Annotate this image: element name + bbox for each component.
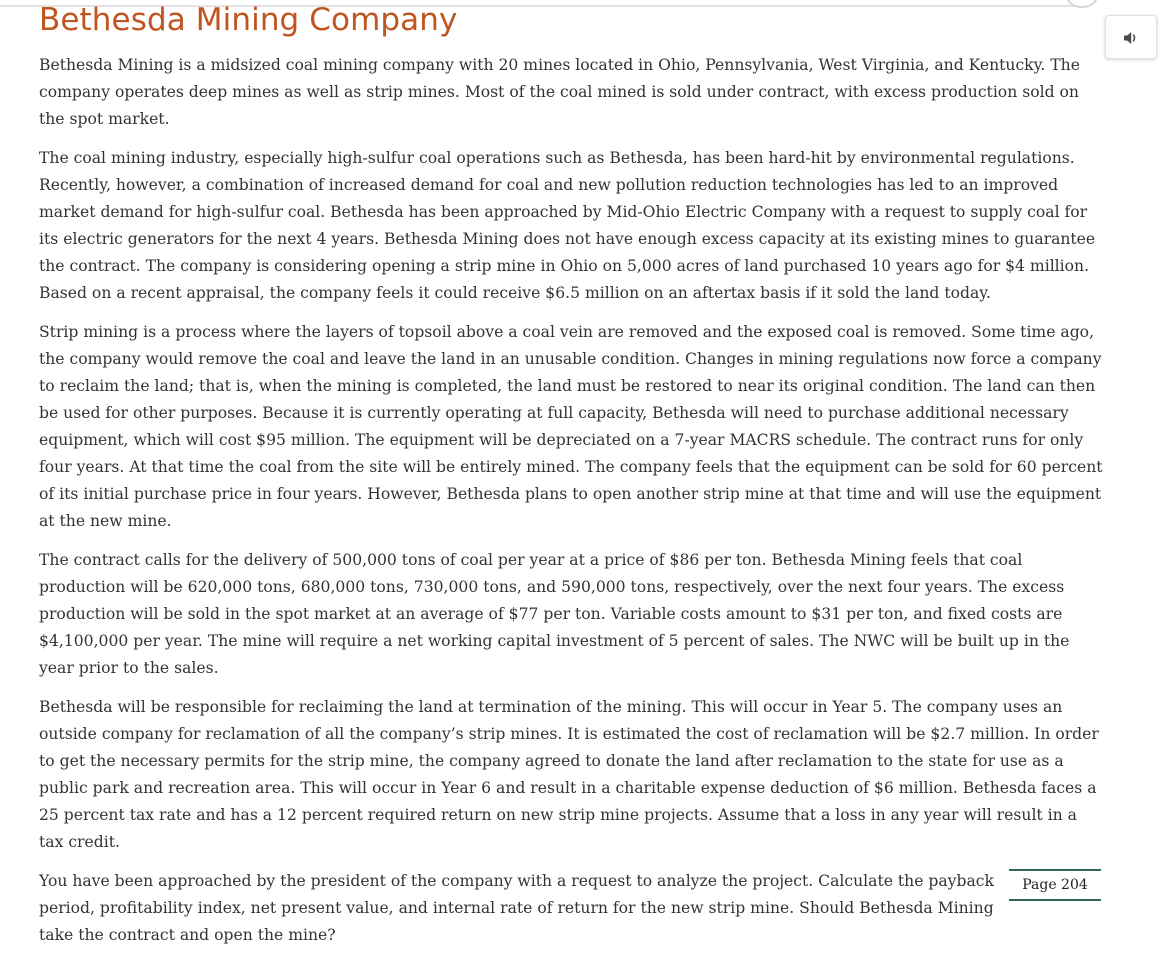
paragraph-industry: The coal mining industry, especially high-sulfur coal operations such as Bethesda, has been hard-hit by environmental regulations. Recently, however, a combination of increased demand for coal and new pollution reduction technologies has led to an improved market demand for high-sulfur coal. Bethesda has been approached by Mid-Ohio Electric Company with a request to supply coal for its electric generators for the next 4 years. Bethesda Mining does not have enough excess capacity at its existing mines to guarantee the contract. The company is considering opening a strip mine in Ohio on 5,000 acres of land purchased 10 years ago for $4 million. Based on a recent appraisal, the company feels it could receive $6.5 million on an aftertax basis if it sold the land today.: [39, 149, 1096, 302]
case-title: Bethesda Mining Company: [39, 2, 458, 38]
paragraph-contract: The contract calls for the delivery of 500,000 tons of coal per year at a price of $86 per ton. Bethesda Mining feels that coal production will be 620,000 tons, 680,000 tons, 730,000 tons, and 590,000 tons, respectively, over the next four years. The excess production will be sold in the spot market at an average of $77 per ton. Variable costs amount to $31 per ton, and fixed costs are $4,100,000 per year. The mine will require a net working capital investment of 5 percent of sales. The NWC will be built up in the year prior to the sales.: [39, 551, 1070, 677]
paragraph-intro: Bethesda Mining is a midsized coal mining company with 20 mines located in Ohio, Pennsylvania, West Virginia, and Kentucky. The company operates deep mines as well as strip mines. Most of the coal mined is sold under contract, with excess production sold on the spot market.: [39, 56, 1080, 128]
read-aloud-button[interactable]: [1105, 15, 1157, 59]
paragraph-assignment: You have been approached by the president of the company with a request to analyze the project. Calculate the payback period, profitability index, net present value, and internal rate of return for the new strip mine. Should Bethesda Mining take the contract and open the mine?: [39, 872, 994, 944]
paragraph-strip-mining: Strip mining is a process where the layers of topsoil above a coal vein are removed and the exposed coal is removed. Some time ago, the company would remove the coal and leave the land in an unusable condition. Changes in mining regulations now force a company to reclaim the land; that is, when the mining is completed, the land must be restored to near its original condition. The land can then be used for other purposes. Because it is currently operating at full capacity, Bethesda will need to purchase additional necessary equipment, which will cost $95 million. The equipment will be depreciated on a 7-year MACRS schedule. The contract runs for only four years. At that time the coal from the site will be entirely mined. The company feels that the equipment can be sold for 60 percent of its initial purchase price in four years. However, Bethesda plans to open another strip mine at that time and will use the equipment at the new mine.: [39, 323, 1103, 530]
page-marker: Page 204: [1009, 869, 1101, 901]
case-body: [39, 52, 1104, 961]
paragraph-reclamation: Bethesda will be responsible for reclaiming the land at termination of the mining. This will occur in Year 5. The company uses an outside company for reclamation of all the company’s strip mines. It is estimated the cost of reclamation will be $2.7 million. In order to get the necessary permits for the strip mine, the company agreed to donate the land after reclamation to the state for use as a public park and recreation area. This will occur in Year 6 and result in a charitable expense deduction of $6 million. Bethesda faces a 25 percent tax rate and has a 12 percent required return on new strip mine projects. Assume that a loss in any year will result in a tax credit.: [39, 698, 1099, 851]
speaker-volume-icon: [1123, 30, 1139, 46]
